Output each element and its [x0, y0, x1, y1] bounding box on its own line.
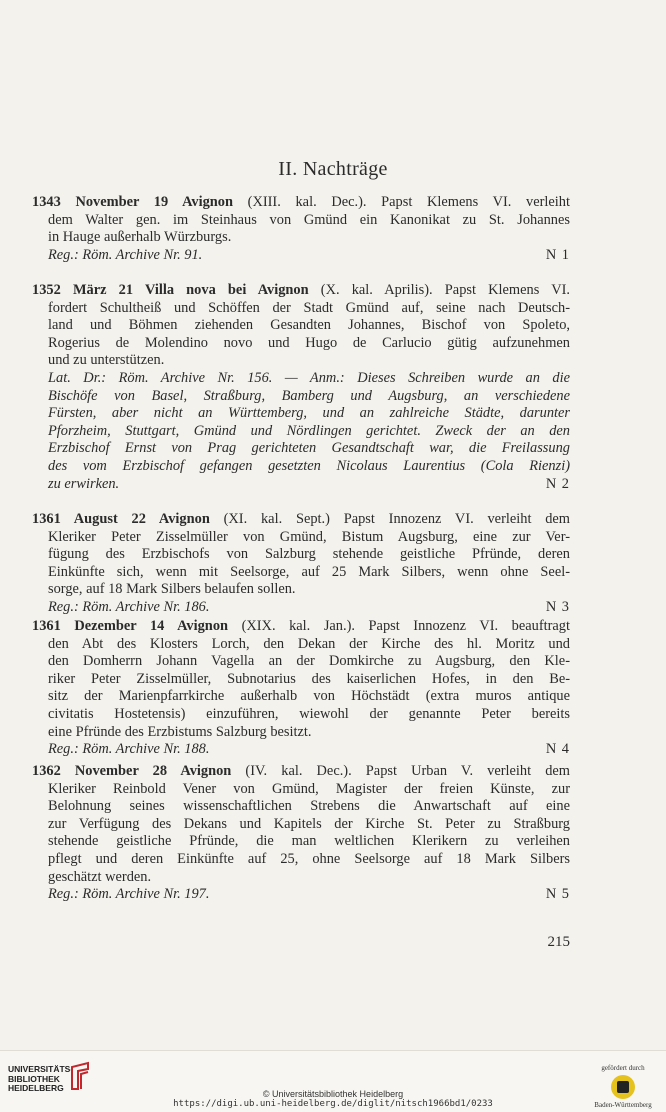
entry-code: N 1 — [545, 246, 570, 263]
entry-code: N 4 — [545, 741, 570, 758]
entry-n1: 1343 November 19 Avignon (XIII. kal. Dec.). Papst Klemens VI. verleiht dem Walter gen. im Steinhaus von Gmünd ein Kanonikat zu St. Johannes in Hauge außerhalb Würzburgs. Reg.: Röm. Archive Nr. 91. N 1 — [32, 194, 570, 263]
entry-head: 1361 Dezember 14 Avignon — [32, 618, 229, 634]
university-library-logo[interactable]: UNIVERSITÄTS- BIBLIOTHEK HEIDELBERG — [8, 1065, 73, 1094]
copyright-notice: © Universitätsbibliothek Heidelberg https://digi.ub.uni-heidelberg.de/diglit/nitsch1966bd1/0233 — [0, 1089, 666, 1109]
entry-n2: 1352 März 21 Villa nova bei Avignon (X. kal. Aprilis). Papst Klemens VI. fordert Schultheiß und Schöffen der Stadt Gmünd auf, seine nach Deutsch- land und Böhmen ziehenden Gesandten Johannes, Bischof von Spoleto, Rogerius de Molendino novo und Hugo de Carlucio gütig aufzunehmen und zu unterstützen. Lat. Dr.: Röm. Archive Nr. 156. — Anm.: Dieses Schreiben wurde an die Bischöfe von Basel, Straßburg, Bamberg und Augsburg, an verschiedene Fürsten, aber nicht an Württemberg, und an zahlreiche Städte, darunter Pforzheim, Stuttgart, Gmünd und Nördlingen gerichtet. Zweck der an den Erzbischof Ernst von Prag gerichteten Gesandtschaft war, die Freilassung des vom Erzbischof gefangen gesetzten Nicolaus Laurentius (Cola Rienzi) zu erwirken. N 2 — [32, 282, 570, 492]
entry-note: Reg.: Röm. Archive Nr. 91. N 1 — [48, 246, 570, 263]
entry-code: N 2 — [545, 475, 570, 492]
entry-code: N 5 — [545, 886, 570, 903]
entry-head: 1352 März 21 Villa nova bei Avignon — [32, 282, 309, 298]
entry-n3: 1361 August 22 Avignon (XI. kal. Sept.) Papst Innozenz VI. verleiht dem Kleriker Peter Zisselmüller von Gmünd, Bistum Augsburg, eine zur Ver- fügung des Erzbischofs von Salzburg stehende geistliche Pfründe, deren Einkünfte sich, wenn mit Seelsorge, auf 25 Mark Silbers, wenn ohne Seel- sorge, auf 18 Mark Silbers belaufen sollen. Reg.: Röm. Archive Nr. 186. N 3 — [32, 511, 570, 615]
section-title: II. Nachträge — [278, 158, 388, 180]
entry-head: 1343 November 19 Avignon — [32, 194, 233, 210]
entry-note: Lat. Dr.: Röm. Archive Nr. 156. — Anm.: Dieses Schreiben wurde an die Bischöfe von Basel, Straßburg, Bamberg und Augsburg, an verschiedene Fürsten, aber nicht an Württemberg, und an zahlreiche Städte, darunter Pforzheim, Stuttgart, Gmünd und Nördlingen gerichtet. Zweck der an den Erzbischof Ernst von Prag gerichteten Gesandtschaft war, die Freilassung des vom Erzbischof gefangen gesetzten Nicolaus Laurentius (Cola Rienzi) zu erwirken. N 2 — [48, 369, 570, 492]
permalink-url[interactable]: https://digi.ub.uni-heidelberg.de/diglit/nitsch1966bd1/0233 — [173, 1099, 493, 1109]
entry-head: 1362 November 28 Avignon — [32, 763, 232, 779]
entry-note: Reg.: Röm. Archive Nr. 188. N 4 — [48, 741, 570, 758]
entry-note: Reg.: Röm. Archive Nr. 197. N 5 — [48, 886, 570, 903]
funding-logo[interactable]: gefördert durch Baden-Württemberg — [594, 1064, 652, 1109]
entry-n5: 1362 November 28 Avignon (IV. kal. Dec.). Papst Urban V. verleiht dem Kleriker Reinbold Vener von Gmünd, Magister der freien Künste, zur Belohnung seines wissenschaftlichen Strebens die Anwartschaft auf eine zur Verfügung des Dekans und Kapitels der Kirche St. Peter zu Straßburg stehende geistliche Pfründe, die man weltlichen Klerikern zu verleihen pflegt und deren Einkünfte auf 25, ohne Seelsorge auf 18 Mark Silbers geschätzt werden. Reg.: Röm. Archive Nr. 197. N 5 — [32, 763, 570, 903]
entry-note: Reg.: Röm. Archive Nr. 186. N 3 — [48, 598, 570, 615]
entry-code: N 3 — [545, 598, 570, 615]
library-emblem-icon — [68, 1061, 92, 1091]
page-number: 215 — [547, 934, 570, 950]
entry-n4: 1361 Dezember 14 Avignon (XIX. kal. Jan.). Papst Innozenz VI. beauftragt den Abt des Klosters Lorch, den Dekan der Kirche des hl. Moritz und den Domherrn Johann Vagella an der Domkirche zu Augsburg, den Kle- riker Peter Zisselmüller, Subnotarius des kaiserlichen Hofes, in den Be- sitz der Marienpfarrkirche außerhalb von Höchstädt (extra muros antique civitatis Hostetensis) einzuführen, wiewohl der genannte Peter bereits eine Pfründe des Erzbistums Salzburg besitzt. Reg.: Röm. Archive Nr. 188. N 4 — [32, 618, 570, 758]
state-crest-icon — [611, 1075, 635, 1099]
entry-head: 1361 August 22 Avignon — [32, 511, 210, 527]
